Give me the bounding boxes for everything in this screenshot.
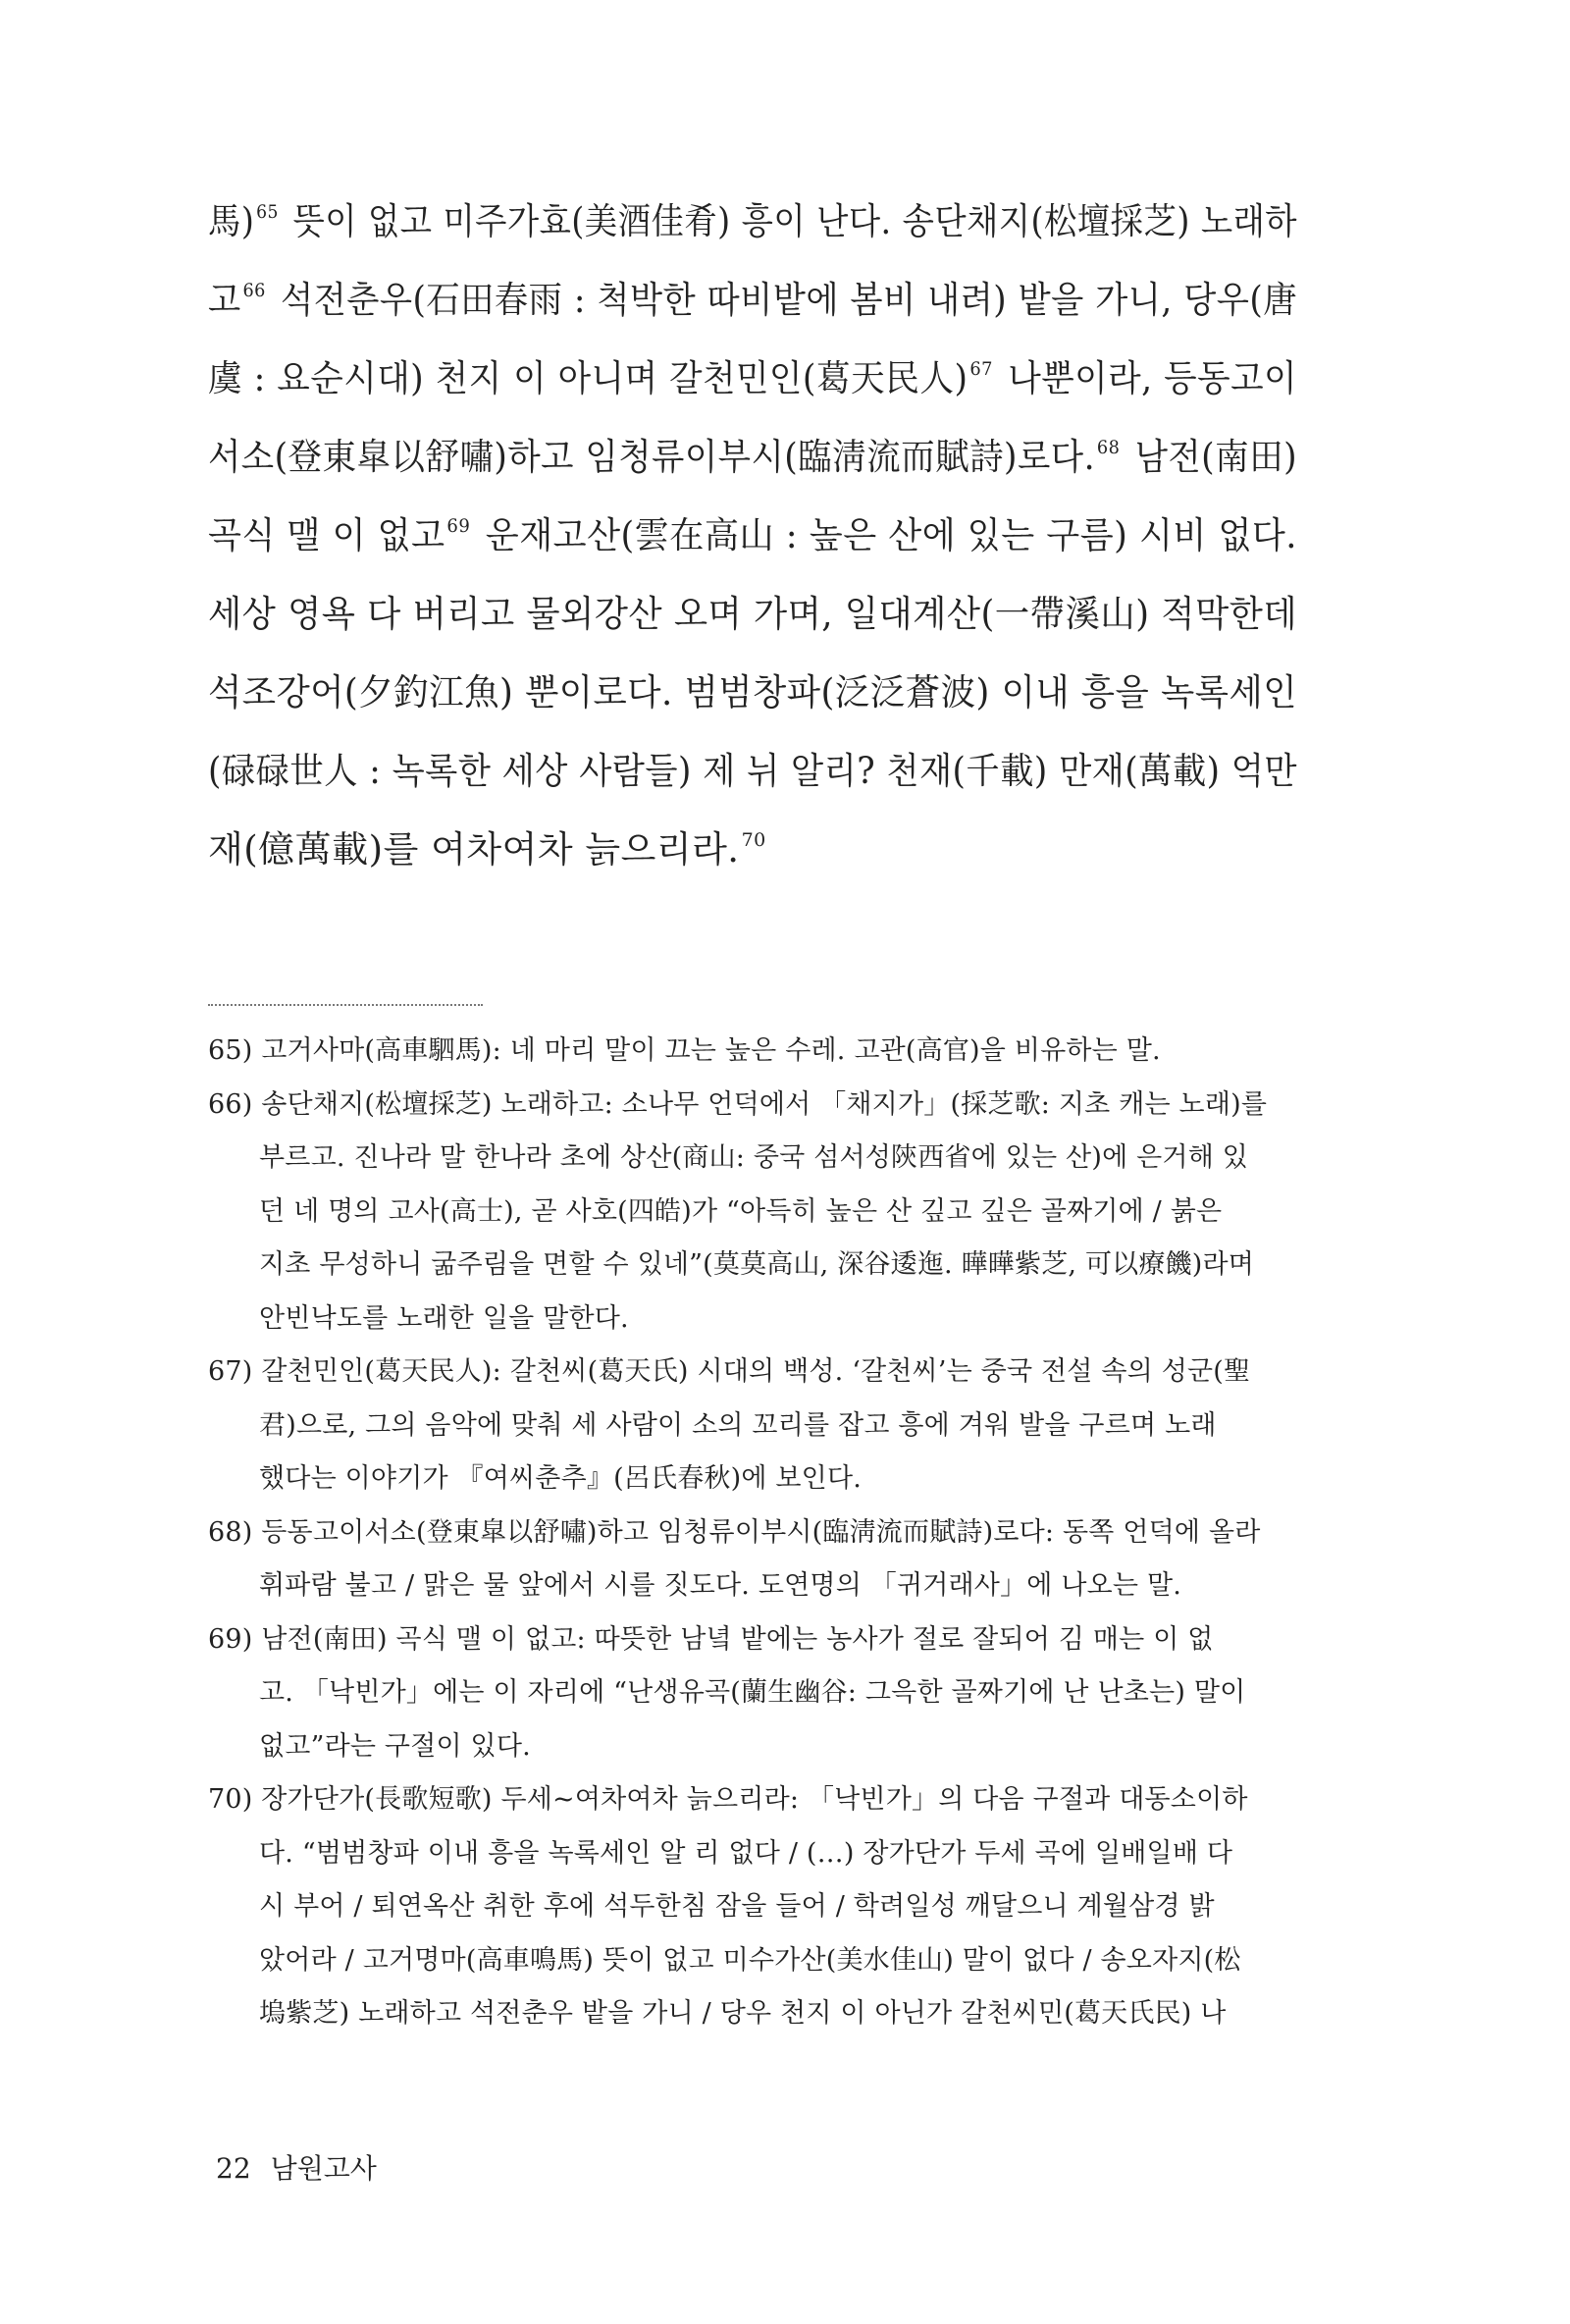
footnote-line: 67) 갈천민인(葛天民人): 갈천씨(葛天氏) 시대의 백성. ‘갈천씨’는 중국 전설 속의 성군(聖 bbox=[208, 1356, 1251, 1387]
footnote-70 bbox=[208, 1773, 1297, 2041]
footnote-divider bbox=[208, 1004, 483, 1006]
footnote-ref[interactable]: 69 bbox=[446, 515, 471, 537]
footnote-line: 69) 남전(南田) 곡식 맬 이 없고: 따뜻한 남녘 밭에는 농사가 절로 잘되어 김 매는 이 없 bbox=[208, 1623, 1214, 1655]
page-footer bbox=[216, 2149, 377, 2189]
footnote-line: 70) 장가단가(長歌短歌) 두세~여차여차 늙으리라: 「낙빈가」의 다음 구절과 대동소이하 bbox=[208, 1784, 1248, 1815]
page-number: 22 bbox=[216, 2152, 251, 2185]
footnote-line: 다. “범범창파 이내 흥을 녹록세인 알 리 없다 / (…) 장가단가 두세 곡에 일배일배 다 bbox=[259, 1837, 1233, 1869]
main-line: (碌碌世人 : 녹록한 세상 사람들) 제 뉘 알리? 천재(千載) 만재(萬載) 억만 bbox=[208, 750, 1297, 792]
footnote-line: 고. 「낙빈가」에는 이 자리에 “난생유곡(蘭生幽谷: 그윽한 골짜기에 난 난초는) 말이 bbox=[259, 1677, 1246, 1708]
footnote-line: 부르고. 진나라 말 한나라 초에 상산(商山: 중국 섬서성陝西省에 있는 산)에 은거해 있 bbox=[259, 1142, 1249, 1173]
main-line: 虞 : 요순시대) 천지 이 아니며 갈천민인(葛天民人)$^{67}$ 나뿐이라, 등동고이 bbox=[208, 357, 1298, 399]
main-line: 馬)$^{65}$ 뜻이 없고 미주가효(美酒佳肴) 흥이 난다. 송단채지(松壇採芝) 노래하 bbox=[208, 200, 1298, 242]
footnote-ref[interactable]: 65 bbox=[256, 201, 279, 223]
main-line: 고$^{66}$ 석전춘우(石田春雨 : 척박한 따비밭에 봄비 내려) 밭을 가니, 당우(唐 bbox=[208, 279, 1298, 321]
main-line: 곡식 맬 이 없고$^{69}$ 운재고산(雲在高山 : 높은 산에 있는 구름) 시비 없다. bbox=[208, 514, 1297, 556]
footnote-line: 君)으로, 그의 음악에 맞춰 세 사람이 소의 꼬리를 잡고 흥에 겨워 발을 구르며 노래 bbox=[259, 1409, 1217, 1441]
footnote-67 bbox=[208, 1346, 1297, 1506]
footnote-66 bbox=[208, 1079, 1297, 1347]
footnote-line: 시 부어 / 퇴연옥산 취한 후에 석두한침 잠을 들어 / 학려일성 깨달으니 계월삼경 밝 bbox=[259, 1891, 1215, 1922]
main-line: 서소(登東皐以舒嘯)하고 임청류이부시(臨淸流而賦詩)로다.$^{68}$ 남전(南田) bbox=[208, 436, 1298, 478]
footnote-68 bbox=[208, 1506, 1297, 1613]
footnote-69 bbox=[208, 1613, 1297, 1774]
footnote-line: 던 네 명의 고사(高士), 곧 사호(四皓)가 “아득히 높은 산 깊고 깊은 골짜기에 / 붉은 bbox=[259, 1195, 1223, 1227]
main-line: 재(億萬載)를 여차여차 늙으리라. $^{70}$ bbox=[208, 828, 766, 871]
footnote-65 bbox=[208, 1025, 1297, 1079]
footnote-line: 안빈낙도를 노래한 일을 말한다. bbox=[259, 1302, 629, 1334]
book-title: 남원고사 bbox=[270, 2152, 377, 2185]
footnote-ref[interactable]: 68 bbox=[1096, 437, 1121, 458]
footnote-line: 휘파람 불고 / 맑은 물 앞에서 시를 짓도다. 도연명의 「귀거래사」에 나오는 말. bbox=[259, 1570, 1182, 1601]
footnote-line: 66) 송단채지(松壇採芝) 노래하고: 소나무 언덕에서 「채지가」(採芝歌: 지초 캐는 노래)를 bbox=[208, 1088, 1268, 1120]
main-line: 석조강어(夕釣江魚) 뿐이로다. 범범창파(泛泛蒼波) 이내 흥을 녹록세인 bbox=[208, 671, 1297, 713]
main-line: 세상 영욕 다 버리고 물외강산 오며 가며, 일대계산(一帶溪山) 적막한데 bbox=[208, 593, 1298, 635]
footnote-line: 塢紫芝) 노래하고 석전춘우 밭을 가니 / 당우 천지 이 아닌가 갈천씨민(葛天氏民) 나 bbox=[259, 1998, 1227, 2029]
footnote-line: 65) 고거사마(高車駟馬): 네 마리 말이 끄는 높은 수레. 고관(高官)을 비유하는 말. bbox=[208, 1035, 1161, 1066]
footnote-ref[interactable]: 67 bbox=[969, 358, 993, 380]
footnote-ref[interactable]: 66 bbox=[242, 280, 266, 301]
footnote-line: 68) 등동고이서소(登東皐以舒嘯)하고 임청류이부시(臨淸流而賦詩)로다: 동쪽 언덕에 올라 bbox=[208, 1516, 1261, 1548]
footnote-line: 았어라 / 고거명마(高車鳴馬) 뜻이 없고 미수가산(美水佳山) 말이 없다 / 송오자지(松 bbox=[259, 1944, 1241, 1976]
footnote-line: 했다는 이야기가 『여씨춘추』(呂氏春秋)에 보인다. bbox=[259, 1463, 863, 1494]
footnote-line: 지초 무성하니 굶주림을 면할 수 있네”(莫莫高山, 深谷逶迤. 曄曄紫芝, 可以療饑)라며 bbox=[259, 1249, 1255, 1280]
footnote-line: 없고”라는 구절이 있다. bbox=[259, 1730, 531, 1762]
main-text bbox=[208, 183, 1297, 889]
footnotes bbox=[208, 1025, 1297, 2041]
footnote-ref[interactable]: 70 bbox=[741, 829, 766, 851]
